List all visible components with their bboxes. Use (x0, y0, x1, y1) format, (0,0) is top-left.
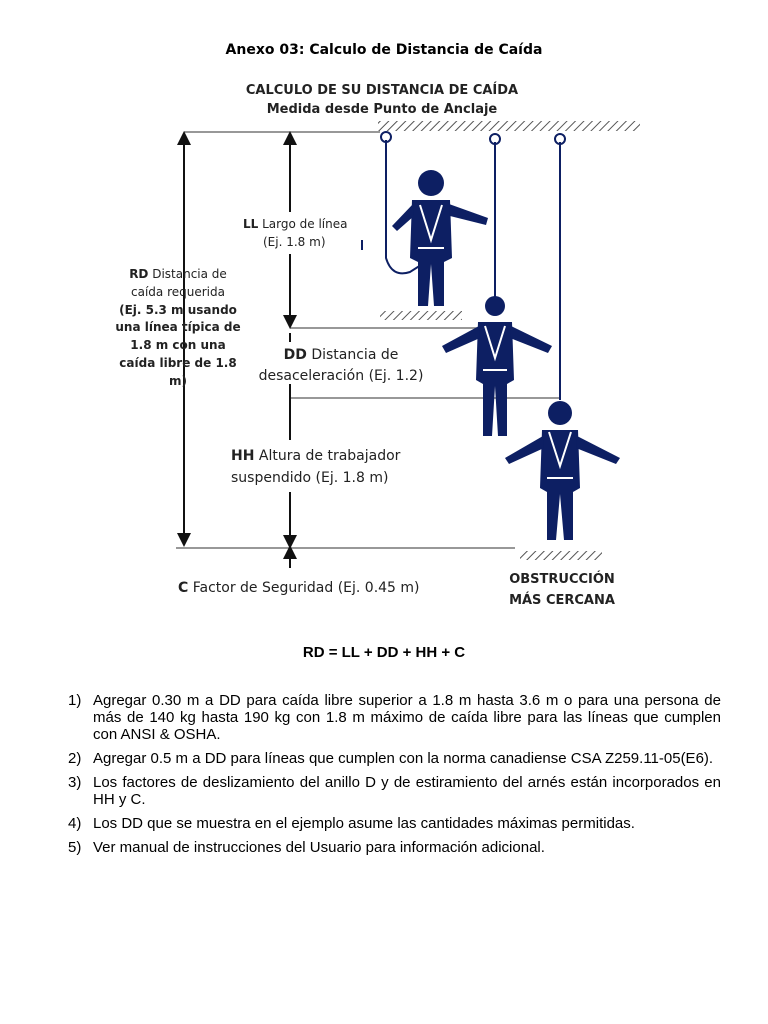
rd-abbr: RD (129, 267, 149, 281)
hh-text: Altura de trabajador (254, 448, 401, 464)
obstruction-label-line1: OBSTRUCCIÓN (509, 572, 615, 587)
worker-suspended-icon (505, 401, 620, 540)
list-item (68, 692, 721, 743)
rd-label-line5: 1.8 m con una (130, 338, 226, 352)
note-text: Los DD que se muestra en el ejemplo asume las cantidades máximas permitidas. (93, 815, 635, 832)
page-title: Anexo 03: Calculo de Distancia de Caída (225, 42, 543, 58)
ll-abbr: LL (243, 217, 259, 231)
note-text: Ver manual de instrucciones del Usuario para información adicional. (93, 839, 545, 856)
rd-label-line7: m) (169, 374, 187, 388)
rd-label-line1 (129, 267, 227, 281)
anchor-rings (381, 132, 565, 144)
hh-label-line2: suspendido (Ej. 1.8 m) (231, 470, 389, 486)
note-number: 3) (68, 774, 82, 791)
work-platform (380, 311, 462, 320)
rd-label-line2: caída requerida (131, 285, 225, 299)
rd-label-line6: caída libre de 1.8 (119, 356, 237, 370)
rd-label-line4: una línea típica de (115, 320, 241, 334)
notes-list (68, 692, 721, 863)
ll-label-line1 (243, 217, 347, 231)
ceiling-beam (378, 121, 640, 131)
c-label (178, 580, 420, 596)
list-item (68, 815, 721, 832)
dd-label-line1 (284, 347, 399, 363)
note-text: Los factores de deslizamiento del anillo D y de estiramiento del arnés están incorporados en HH y C. (93, 774, 721, 808)
hh-abbr: HH (231, 448, 255, 464)
rd-label (115, 267, 240, 388)
ll-label-line2: (Ej. 1.8 m) (263, 235, 326, 249)
fall-distance-diagram (108, 74, 648, 614)
hh-label-line1 (231, 448, 401, 464)
rd-label-line3: (Ej. 5.3 m usando (119, 303, 237, 317)
note-number: 1) (68, 692, 82, 709)
rd-text: Distancia de (148, 267, 227, 281)
c-text: Factor de Seguridad (Ej. 0.45 m) (188, 580, 420, 596)
dd-abbr: DD (283, 347, 307, 363)
list-item (68, 750, 721, 767)
fall-distance-figure (108, 74, 648, 614)
lanyards (386, 140, 560, 400)
ll-text: Largo de línea (258, 217, 348, 231)
obstruction-label-line2: MÁS CERCANA (509, 593, 615, 608)
figure-heading-line2: Medida desde Punto de Anclaje (266, 102, 498, 117)
note-number: 4) (68, 815, 82, 832)
obstruction-floor (520, 551, 602, 560)
list-item (68, 839, 721, 856)
note-text: Agregar 0.5 m a DD para líneas que cumplen con la norma canadiense CSA Z259.11-05(E6). (93, 750, 714, 767)
worker-standing-icon (392, 170, 488, 306)
figure-heading-line1: CALCULO DE SU DISTANCIA DE CAÍDA (245, 83, 519, 98)
c-abbr: C (178, 580, 189, 596)
dd-label-line2: desaceleración (Ej. 1.2) (258, 368, 424, 384)
formula: RD = LL + DD + HH + C (302, 644, 466, 661)
note-text: Agregar 0.30 m a DD para caída libre superior a 1.8 m hasta 3.6 m o para una persona de más de 140 kg hasta 190 kg con 1.8 m máximo de caída libre para las líneas que cumplen con ANSI & OSHA. (93, 692, 721, 743)
dd-text: Distancia de (306, 347, 399, 363)
note-number: 5) (68, 839, 82, 856)
note-number: 2) (68, 750, 82, 767)
list-item (68, 774, 721, 808)
